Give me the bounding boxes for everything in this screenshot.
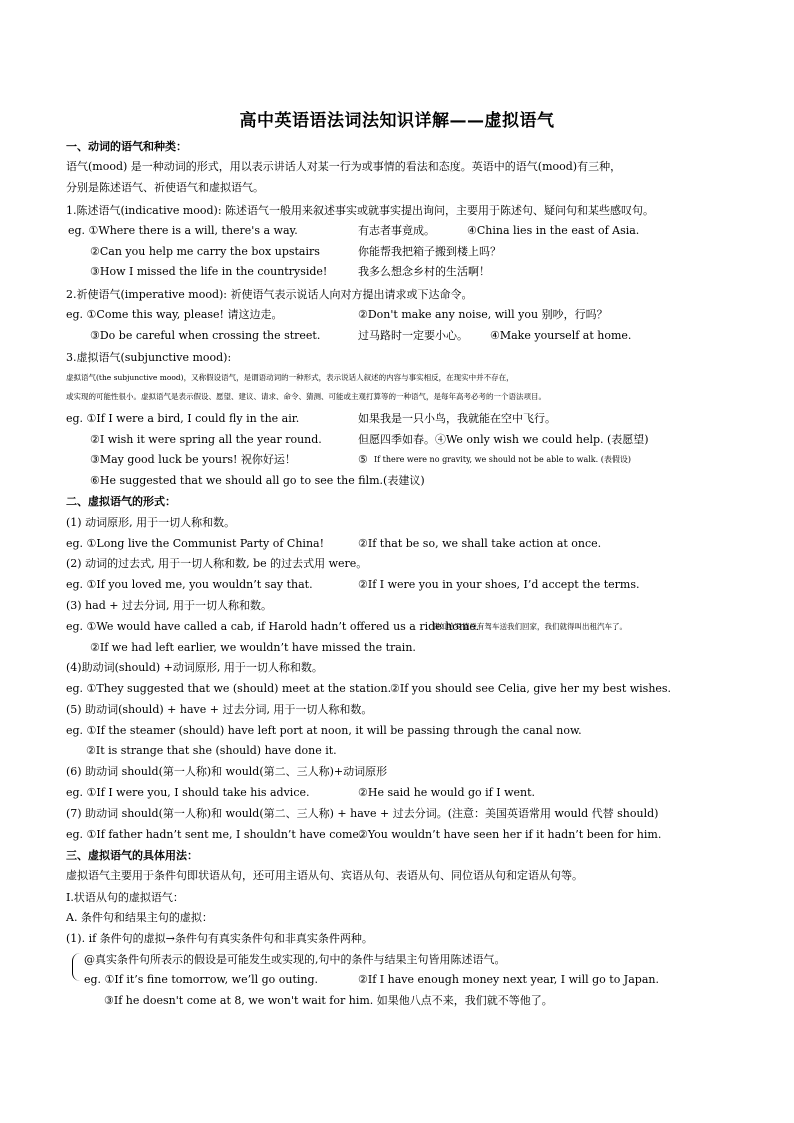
text-segment: (3) had + 过去分词, 用于一切人称和数。	[66, 599, 272, 612]
text-segment: 假如哈罗德没有驾车送我们回家，我们就得叫出租汽车了。	[432, 622, 627, 631]
text-line	[0, 638, 794, 658]
text-line	[0, 513, 794, 533]
text-segment: ②If I were you in your shoes, I’d accept the terms.	[358, 578, 640, 591]
text-segment: eg. ①Where there is a will, there's a way.	[68, 224, 298, 237]
text-line	[0, 201, 794, 221]
text-segment: A. 条件句和结果主句的虚拟：	[66, 911, 213, 924]
text-segment: ②It is strange that she (should) have done it.	[86, 744, 337, 757]
text-segment: eg. ①If it’s fine tomorrow, we’ll go outing.	[84, 973, 319, 986]
text-line	[0, 658, 794, 678]
text-line	[0, 221, 794, 241]
text-segment: (5) 助动词(should) + have + 过去分词, 用于一切人称和数。	[66, 703, 373, 716]
text-segment: (6) 助动词 should(第一人称)和 would(第二、三人称)+动词原形	[66, 765, 388, 778]
text-line	[0, 326, 794, 346]
text-segment: ②If you should see Celia, give her my best wishes.	[390, 682, 672, 695]
text-segment: ④China lies in the east of Asia.	[467, 224, 640, 237]
text-line	[0, 368, 794, 388]
text-line	[0, 866, 794, 886]
text-segment: @真实条件句所表示的假设是可能发生或实现的,句中的条件与结果主句皆用陈述语气。	[84, 953, 506, 966]
text-segment: (7) 助动词 should(第一人称)和 would(第二、三人称) + have + 过去分词。(注意：美国英语常用 would 代替 should)	[66, 807, 659, 820]
text-line	[0, 596, 794, 616]
text-line	[0, 950, 794, 970]
text-segment: ③Do be careful when crossing the street.	[90, 329, 321, 342]
text-line	[0, 679, 794, 699]
text-segment: If there were no gravity, we should not be able to walk. (表假设)	[374, 455, 631, 464]
text-segment: eg. ①We would have called a cab, if Harold hadn’t offered us a ride home.	[66, 620, 480, 633]
text-line	[0, 741, 794, 761]
text-segment: eg. ①They suggested that we (should) meet at the station.	[66, 682, 392, 695]
text-segment: ②If that be so, we shall take action at once.	[358, 537, 602, 550]
text-segment: ②I wish it were spring all the year round.	[90, 433, 322, 446]
text-line	[0, 575, 794, 595]
text-line	[0, 471, 794, 491]
text-line	[0, 305, 794, 325]
text-line	[0, 262, 794, 282]
text-line	[0, 554, 794, 574]
text-line	[0, 348, 794, 368]
text-segment: 你能帮我把箱子搬到楼上吗？	[358, 245, 501, 258]
text-line	[0, 617, 794, 637]
text-segment: ③How I missed the life in the countryside!	[90, 265, 328, 278]
text-segment: eg. ①Long live the Communist Party of China!	[66, 537, 325, 550]
text-segment: ②If we had left earlier, we wouldn’t have missed the train.	[90, 641, 416, 654]
text-segment: ②You wouldn’t have seen her if it hadn’t been for him.	[358, 828, 662, 841]
text-segment: 分别是陈述语气、祈使语气和虚拟语气。	[66, 181, 264, 194]
text-line	[0, 430, 794, 450]
brace-mark	[72, 953, 81, 981]
text-segment: (1). if 条件句的虚拟→条件句有真实条件句和非真实条件两种。	[66, 932, 373, 945]
text-line	[0, 908, 794, 928]
text-segment: 语气(mood) 是一种动词的形式，用以表示讲话人对某一行为或事情的看法和态度。英语中的语气(mood)有三种，	[66, 160, 622, 173]
text-segment: 过马路时一定要小心。	[358, 329, 468, 342]
text-segment: 虚拟语气主要用于条件句即状语从句，还可用主语从句、宾语从句、表语从句、同位语从句和定语从句等。	[66, 869, 583, 882]
text-line	[0, 846, 794, 866]
text-segment: (2) 动词的过去式, 用于一切人称和数, be 的过去式用 were。	[66, 557, 368, 570]
text-line	[0, 825, 794, 845]
text-segment: eg. ①If I were you, I should take his advice.	[66, 786, 310, 799]
text-segment: 或实现的可能性很小。虚拟语气是表示假设、愿望、建议、请求、命令、猜测、可能或主观打算等的一种语气，是每年高考必考的一个语法项目。	[66, 392, 546, 401]
text-line	[0, 242, 794, 262]
text-segment: (1) 动词原形, 用于一切人称和数。	[66, 516, 236, 529]
text-line	[0, 285, 794, 305]
text-segment: ⑥He suggested that we should all go to see the film.(表建议)	[90, 474, 425, 487]
text-segment: ④Make yourself at home.	[490, 329, 632, 342]
text-line	[0, 387, 794, 407]
text-segment: 如果我是一只小鸟，我就能在空中飞行。	[358, 412, 556, 425]
text-segment: eg. ①Come this way, please! 请这边走。	[66, 308, 283, 321]
text-line	[0, 492, 794, 512]
text-line	[0, 534, 794, 554]
text-segment: 三、虚拟语气的具体用法：	[66, 849, 198, 862]
text-line	[0, 929, 794, 949]
text-segment: eg. ①If you loved me, you wouldn’t say that.	[66, 578, 313, 591]
text-segment: 但愿四季如春。④We only wish we could help. (表愿望)	[358, 433, 649, 446]
text-segment: ②He said he would go if I went.	[358, 786, 536, 799]
text-line	[0, 721, 794, 741]
text-segment: 1.陈述语气(indicative mood): 陈述语气一般用来叙述事实或就事实提出询问，主要用于陈述句、疑问句和某些感叹句。	[66, 204, 655, 217]
text-segment: ②If I have enough money next year, I will go to Japan.	[358, 973, 659, 986]
text-segment: 虚拟语气(the subjunctive mood)，又称假设语气，是谓语动词的一种形式，表示说话人叙述的内容与事实相反，在现实中并不存在，	[66, 373, 514, 382]
text-segment: 我多么想念乡村的生活啊！	[358, 265, 490, 278]
text-line	[0, 991, 794, 1011]
text-segment: ②Can you help me carry the box upstairs	[90, 245, 320, 258]
text-line	[0, 157, 794, 177]
text-segment: eg. ①If I were a bird, I could fly in the air.	[66, 412, 300, 425]
text-segment: (4)助动词(should) +动词原形, 用于一切人称和数。	[66, 661, 323, 674]
text-line	[0, 804, 794, 824]
text-segment: eg. ①If father hadn’t sent me, I shouldn’t have come.	[66, 828, 363, 841]
text-line	[0, 783, 794, 803]
text-segment: ⑤	[358, 453, 368, 466]
text-segment: ②Don't make any noise, will you 别吵，行吗？	[358, 308, 608, 321]
text-line	[0, 137, 794, 157]
text-line	[0, 888, 794, 908]
text-line	[0, 762, 794, 782]
text-segment: 有志者事竟成。	[358, 224, 435, 237]
text-segment: 2.祈使语气(imperative mood): 祈使语气表示说话人向对方提出请求或下达命令。	[66, 288, 473, 301]
text-segment: 二、虚拟语气的形式：	[66, 495, 176, 508]
text-segment: 一、动词的语气和种类：	[66, 140, 187, 153]
text-line	[0, 970, 794, 990]
text-segment: ③If he doesn't come at 8, we won't wait for him. 如果他八点不来，我们就不等他了。	[104, 994, 553, 1007]
text-segment: eg. ①If the steamer (should) have left port at noon, it will be passing through the canal now.	[66, 724, 582, 737]
text-line	[0, 450, 794, 470]
text-line	[0, 178, 794, 198]
text-segment: 3.虚拟语气(subjunctive mood):	[66, 351, 232, 364]
text-segment: ③May good luck be yours! 祝你好运！	[90, 453, 296, 466]
text-line	[0, 700, 794, 720]
text-line	[0, 409, 794, 429]
page-title: 高中英语语法词法知识详解——虚拟语气	[239, 111, 555, 131]
text-segment: I.状语从句的虚拟语气：	[66, 891, 184, 904]
